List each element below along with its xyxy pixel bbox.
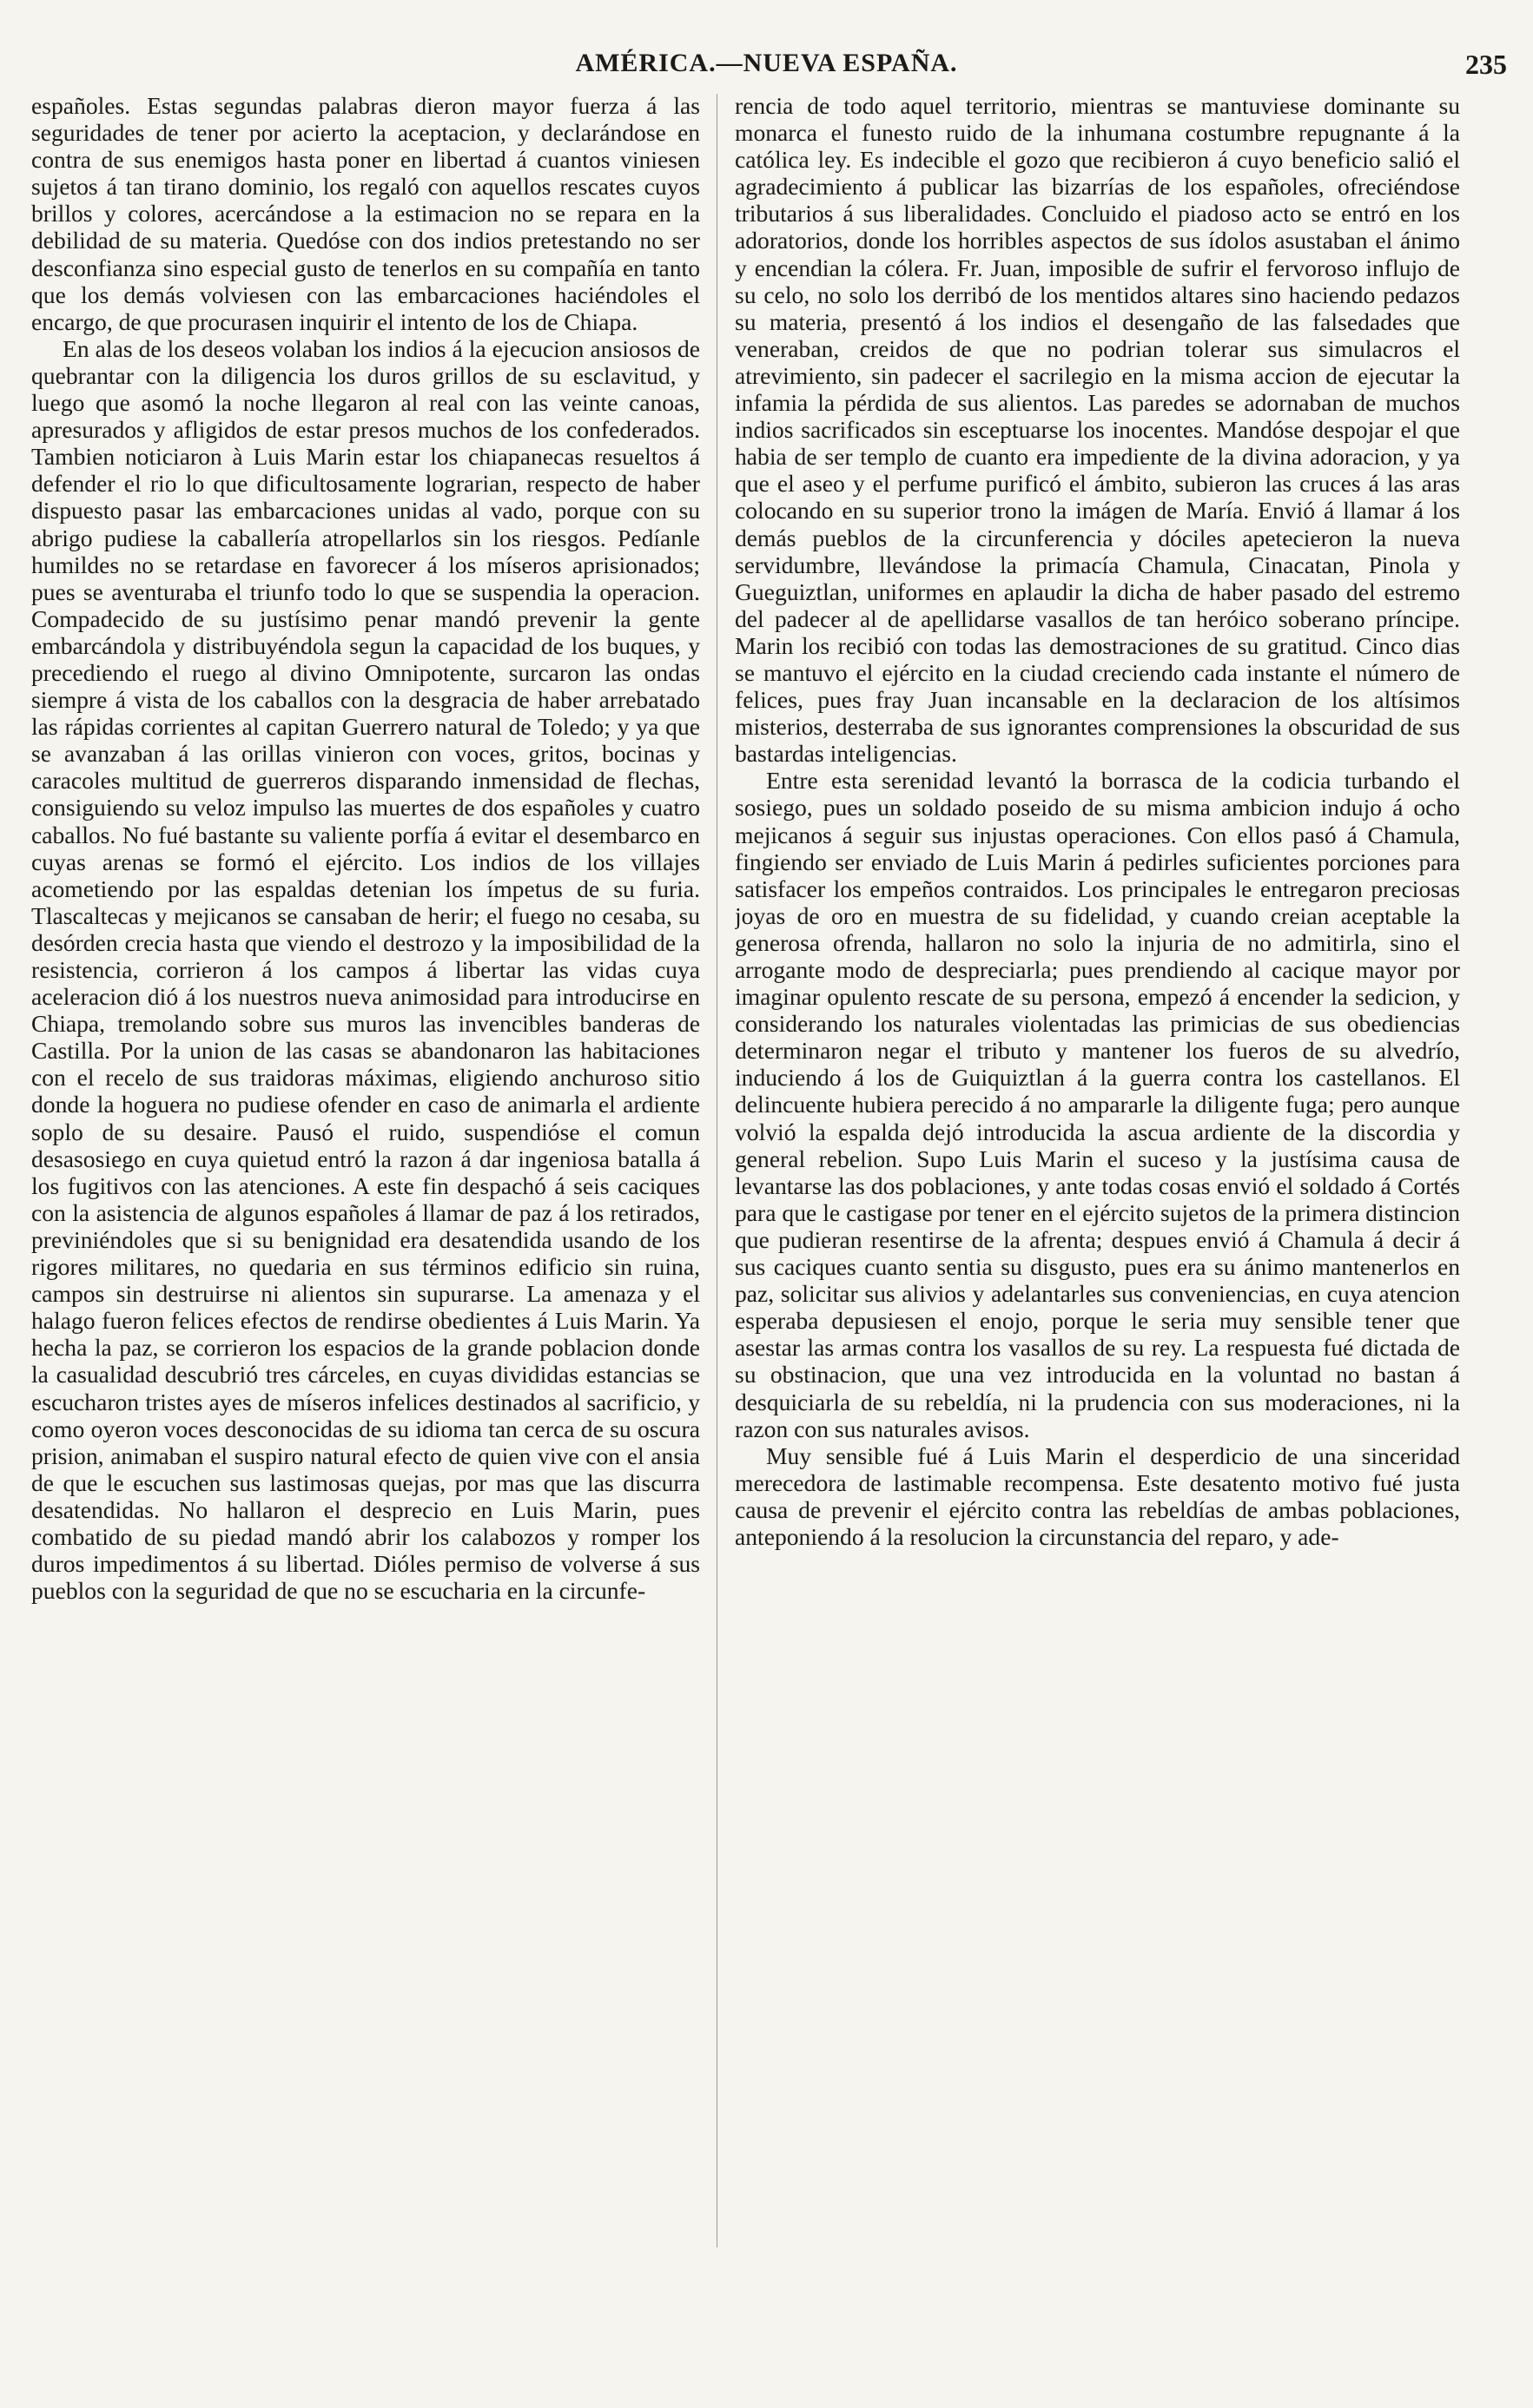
paragraph: rencia de todo aquel territorio, mientras se mantuviese dominante su monarca el funesto ruido de la inhumana costumbre repugnante á la católica ley. Es indecible el gozo que recibieron á cuyo beneficio salió el agradecimiento á publicar las bizarrías de los españoles, ofreciéndose tributarios á sus liberalidades. Concluido el piadoso acto se entró en los adoratorios, donde los horribles aspectos de sus ídolos asustaban el ánimo y encendian la cólera. Fr. Juan, imposible de sufrir el fervoroso influjo de su celo, no solo los derribó de los mentidos altares sino haciendo pedazos su materia, presentó á los indios el desengaño de las falsedades que veneraban, creidos de que no podrian tolerar sus simulacros el atrevimiento, sin padecer el sacrilegio en la misma accion de ejecutar la infamia la pérdida de sus alientos. Las paredes se adornaban de muchos indios sacrificados sin esceptuarse los inocentes. Mandóse despojar el que habia de ser templo de cuanto era impediente de la divina adoracion, y ya que el aseo y el perfume purificó el ámbito, subieron las cruces á las aras colocando en su superior trono la imágen de María. Envió á llamar á los demás pueblos de la circunferencia y dóciles apetecieron la nueva servidumbre, llevándose la primacía Chamula, Cinacatan, Pinola y Gueguiztlan, uniformes en aplaudir la dicha de haber pasado del estremo del padecer al de apellidarse vasallos de tan heróico soberano príncipe. Marin los recibió con todas las demostraciones de su gratitud. Cinco dias se mantuvo el ejército en la ciudad creciendo cada instante el número de felices, pues fray Juan incansable en la declaracion de los altísimos misterios, desterraba de sus ignorantes comprensiones la obscuridad de sus bastardas inteligencias. — [735, 92, 1460, 768]
page-number: 235 — [1465, 49, 1507, 80]
page-header — [0, 49, 1533, 83]
running-head: AMÉRICA.—NUEVA ESPAÑA. — [575, 49, 958, 77]
left-column — [31, 92, 700, 2265]
paragraph: Entre esta serenidad levantó la borrasca de la codicia turbando el sosiego, pues un soldado poseido de su misma ambicion indujo á ocho mejicanos á seguir sus injustas operaciones. Con ellos pasó á Chamula, fingiendo ser enviado de Luis Marin á pedirles suficientes porciones para satisfacer los empeños contraidos. Los principales le entregaron preciosas joyas de oro en muestra de su fidelidad, y cuando creian aceptable la generosa ofrenda, hallaron no solo la injuria de no admitirla, sino el arrogante modo de despreciarla; pues prendiendo al cacique mayor por imaginar opulento rescate de su persona, empezó á encender la sedicion, y considerando los naturales violentadas las primicias de sus obediencias determinaron negar el tributo y mantener los fueros de su alvedrío, induciendo á los de Guiquiztlan á la guerra contra los castellanos. El delincuente hubiera perecido á no ampararle la diligente fuga; pero aunque volvió la espalda dejó introducida la ascua ardiente de la discordia y general rebelion. Supo Luis Marin el suceso y la justísima causa de levantarse las dos poblaciones, y ante todas cosas envió el soldado á Cortés para que le castigase por tener en el ejército sujetos de la primera distincion que pudieran resentirse de la afrenta; despues envió á Chamula á decir á sus caciques cuanto sentia su disgusto, pues era su ánimo mantenerlos en paz, solicitar sus alivios y adelantarles sus conveniencias, en cuya atencion esperaba depusiesen el enojo, porque le seria muy sensible tener que asestar las armas contra los vasallos de su rey. La respuesta fué dictada de su obstinacion, que una vez introducida en la voluntad no bastan á desquiciarla de su rebeldía, ni la prudencia con sus moderaciones, ni la razon con sus naturales avisos. — [735, 767, 1460, 1442]
paragraph: españoles. Estas segundas palabras dieron mayor fuerza á las seguridades de tener por acierto la aceptacion, y declarándose en contra de sus enemigos hasta poner en libertad á cuantos viniesen sujetos á tan tirano dominio, los regaló con aquellos rescates cuyos brillos y colores, acercándose a la estimacion no se repara en la debilidad de su materia. Quedóse con dos indios pretestando no ser desconfianza sino especial gusto de tenerlos en su compañía en tanto que los demás volviesen con las embarcaciones haciéndoles el encargo, de que procurasen inquirir el intento de los de Chiapa. — [31, 92, 700, 335]
right-column — [735, 92, 1460, 2265]
paragraph: En alas de los deseos volaban los indios á la ejecucion ansiosos de quebrantar con la diligencia los duros grillos de su esclavitud, y luego que asomó la noche llegaron al real con las veinte canoas, apresurados y afligidos de estar presos muchos de los confederados. Tambien noticiaron à Luis Marin estar los chiapanecas resueltos á defender el rio lo que dificultosamente lograrian, respecto de haber dispuesto pasar las embarcaciones unidas al vado, porque con su abrigo pudiese la caballería atropellarlos sin los riesgos. Pedíanle humildes no se retardase en favorecer á los míseros aprisionados; pues se aventuraba el triunfo todo lo que se suspendia la operacion. Compadecido de su justísimo penar mandó prevenir la gente embarcándola y distribuyéndola segun la capacidad de los buques, y precediendo el ruego al divino Omnipotente, surcaron las ondas siempre á vista de los caballos con la desgracia de haber arrebatado las rápidas corrientes al capitan Guerrero natural de Toledo; y ya que se avanzaban á las orillas vinieron con voces, gritos, bocinas y caracoles multitud de guerreros disparando inmensidad de flechas, consiguiendo su veloz impulso las muertes de dos españoles y cuatro caballos. No fué bastante su valiente porfía á evitar el desembarco en cuyas arenas se formó el ejército. Los indios de los villajes acometiendo por las espaldas detenian los ímpetus de su furia. Tlascaltecas y mejicanos se cansaban de herir; el fuego no cesaba, su desórden crecia hasta que viendo el destrozo y la imposibilidad de la resistencia, corrieron á los campos á libertar las vidas cuya aceleracion dió á los nuestros nueva animosidad para introducirse en Chiapa, tremolando sobre sus muros las invencibles banderas de Castilla. Por la union de las casas se abandonaron las habitaciones con el recelo de sus traidoras máximas, eligiendo anchuroso sitio donde la hoguera no pudiese ofender en caso de animarla el ardiente soplo de su desaire. Pausó el ruido, suspendióse el comun desasosiego en cuya quietud entró la razon á dar ingeniosa batalla á los fugitivos con las atenciones. A este fin despachó á seis caciques con la asistencia de algunos españoles á llamar de paz á los retirados, previniéndoles que si su benignidad era desatendida usando de los rigores militares, no quedaria en sus términos edificio sin ruina, campos sin destruirse ni alientos sin supurarse. La amenaza y el halago fueron felices efectos de rendirse obedientes á Luis Marin. Ya hecha la paz, se corrieron los espacios de la grande poblacion donde la casualidad descubrió tres cárceles, en cuyas divididas estancias se escucharon tristes ayes de míseros infelices destinados al sacrificio, y como oyeron voces desconocidas de su idioma tan cerca de su oscura prision, animaban el suspiro natural efecto de quien vive con el ansia de que le escuchen sus lastimosas quejas, por mas que las discurra desatendidas. No hallaron el desprecio en Luis Marin, pues combatido de su piedad mandó abrir los calabozos y romper los duros impedimentos á su libertad. Dióles permiso de volverse á sus pueblos con la seguridad de que no se escucharia en la circunfe- — [31, 334, 700, 1605]
paragraph: Muy sensible fué á Luis Marin el desperdicio de una sinceridad merecedora de lastimable recompensa. Este desatento motivo fué justa causa de prevenir el ejército contra las rebeldías de ambas poblaciones, anteponiendo á la resolucion la circunstancia del reparo, y ade- — [735, 1442, 1460, 1550]
